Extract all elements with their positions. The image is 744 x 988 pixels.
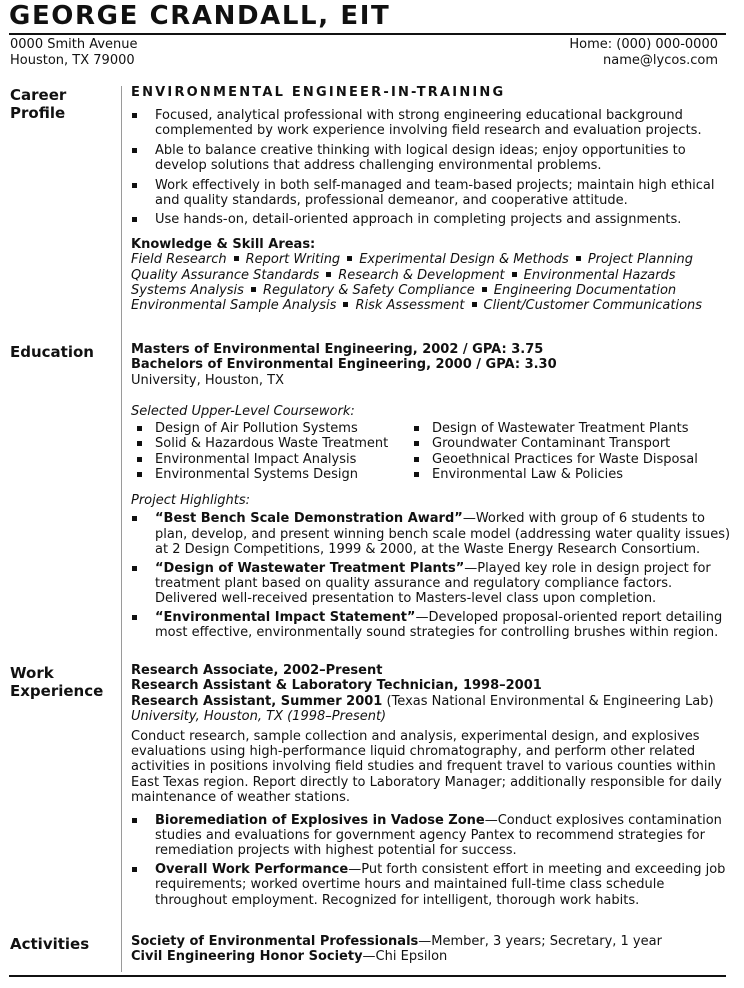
phone: Home: (000) 000-0000 [569, 37, 718, 52]
section-label-career-profile [10, 86, 66, 122]
bullet-square [137, 457, 142, 462]
activity-detail: —Member, 3 years; Secretary, 1 year [418, 934, 662, 949]
degree-2: Bachelors of Environmental Engineering, 2000 / GPA: 3.30 [131, 357, 557, 373]
skills-row [131, 252, 716, 267]
text-line: treatment plant based on quality assurance and regulatory compliance factors. [155, 576, 673, 592]
summary-line: activities in positions involving field studies and frequent travel to various counties within [131, 759, 716, 775]
separator-square [482, 287, 487, 292]
project-title: “Best Bench Scale Demonstration Award” [155, 511, 463, 527]
work-content [131, 663, 726, 908]
career-profile-content [131, 85, 716, 314]
project-item [131, 511, 731, 558]
profile-bullet [131, 108, 716, 139]
activity-item [131, 949, 716, 964]
skill-item: Client/Customer Communications [483, 298, 703, 314]
coursework-col-right [408, 421, 698, 483]
skills-row [131, 283, 716, 298]
section-label-work-experience [10, 664, 103, 700]
text-line: plan, develop, and present winning bench scale model (addressing water quality issues) [155, 526, 731, 542]
resume-name: GEORGE CRANDALL, EIT [9, 1, 391, 31]
text-line: Use hands-on, detail-oriented approach in completing projects and assignments. [155, 212, 682, 228]
skill-item: Research & Development [338, 267, 505, 283]
job-title-1: Research Associate, 2002–Present [131, 663, 383, 678]
job-title-3-note: (Texas National Environmental & Engineering Lab) [382, 693, 714, 709]
course-item: Environmental Impact Analysis [131, 452, 421, 467]
course-item: Design of Wastewater Treatment Plants [408, 421, 698, 436]
bullet-square [414, 426, 419, 431]
section-divider-line [121, 86, 122, 972]
text-line: Able to balance creative thinking with logical design ideas; enjoy opportunities to [155, 142, 686, 158]
text-line: and quality standards, professional demeanor, and cooperative attitude. [155, 193, 628, 209]
highlight-lead: —Put forth consistent effort in meeting and exceeding job [348, 861, 726, 877]
separator-square [576, 256, 581, 261]
skill-item: Project Planning [587, 252, 693, 268]
skill-item: Quality Assurance Standards [131, 267, 320, 283]
skills-heading: Knowledge & Skill Areas: [131, 236, 316, 252]
text-line: studies and evaluations for government agency Pantex to recommend strategies for [155, 828, 705, 844]
highlight-title: Overall Work Performance [155, 861, 349, 877]
bullet-square [132, 615, 137, 620]
summary-line: evaluations using high-performance liquid chromatography, and perform other related [131, 744, 696, 760]
bullet-square [414, 441, 419, 446]
skill-item: Engineering Documentation [493, 283, 677, 299]
text-line: complemented by work experience involving field research and evaluation projects. [155, 123, 702, 139]
bullet-square [132, 566, 137, 571]
education-content [131, 342, 716, 388]
course-item: Groundwater Contaminant Transport [408, 436, 698, 451]
project-item [131, 561, 716, 607]
contact-block [569, 37, 718, 69]
label-line: Career [10, 86, 67, 104]
highlight-lead: —Conduct explosives contamination [484, 812, 722, 828]
course-item: Geoethnical Practices for Waste Disposal [408, 452, 698, 467]
degree-1: Masters of Environmental Engineering, 2002 / GPA: 3.75 [131, 342, 544, 357]
coursework-col-left [131, 421, 421, 483]
bullet-square [132, 818, 137, 823]
address-line-2: Houston, TX 79000 [10, 53, 135, 68]
skills-row [131, 268, 716, 283]
text-line: Work effectively in both self-managed and team-based projects; maintain high ethical [155, 177, 715, 193]
summary-line: Conduct research, sample collection and analysis, experimental design, and explosives [131, 728, 700, 744]
header-rule [9, 33, 726, 35]
bullet-square [414, 472, 419, 477]
text-line: remediation projects with highest potential for success. [155, 843, 517, 859]
bullet-square [132, 183, 137, 188]
summary-line: maintenance of weather stations. [131, 790, 351, 806]
text-line: most effective, environmentally sound strategies for controlling brushes within region. [155, 625, 719, 641]
skill-item: Systems Analysis [131, 283, 244, 299]
skill-item: Risk Assessment [355, 298, 465, 314]
project-title: “Design of Wastewater Treatment Plants” [155, 560, 465, 576]
separator-square [472, 302, 477, 307]
skills-row [131, 298, 716, 313]
highlight-title: Bioremediation of Explosives in Vadose Zone [155, 812, 485, 828]
job-org: University, Houston, TX (1998–Present) [131, 709, 387, 725]
separator-square [512, 272, 517, 277]
section-label-education: Education [10, 343, 94, 361]
label-line: Work [10, 664, 54, 682]
label-line: Profile [10, 104, 66, 122]
bullet-square [137, 472, 142, 477]
profile-bullet [131, 212, 716, 227]
activity-org: Civil Engineering Honor Society [131, 949, 363, 965]
bullet-square [132, 217, 137, 222]
coursework [131, 404, 716, 419]
bullet-square [132, 867, 137, 872]
skill-item: Environmental Hazards [523, 267, 676, 283]
school: University, Houston, TX [131, 372, 284, 388]
bullet-square [414, 457, 419, 462]
profile-banner: ENVIRONMENTAL ENGINEER-IN-TRAINING [131, 85, 506, 100]
text-line: requirements; worked overtime hours and maintained full-time class schedule [155, 877, 665, 893]
label-line: Experience [10, 682, 104, 700]
course-item: Environmental Law & Policies [408, 467, 698, 482]
skill-item: Report Writing [245, 252, 341, 268]
separator-square [326, 272, 331, 277]
address-line-1: 0000 Smith Avenue [10, 37, 138, 52]
separator-square [343, 302, 348, 307]
skill-item: Environmental Sample Analysis [131, 298, 337, 314]
address-block [10, 37, 138, 69]
bullet-square [132, 113, 137, 118]
separator-square [251, 287, 256, 292]
email: name@lycos.com [603, 53, 718, 68]
project-title: “Environmental Impact Statement” [155, 609, 416, 625]
project-lead: —Worked with group of 6 students to [462, 511, 705, 527]
work-highlight [131, 812, 722, 859]
text-line: develop solutions that address challenging environmental problems. [155, 158, 602, 174]
project-lead: —Developed proposal-oriented report detailing [415, 609, 723, 625]
activity-detail: —Chi Epsilon [362, 949, 448, 965]
bullet-square [137, 441, 142, 446]
projects-heading: Project Highlights: [131, 493, 250, 508]
section-label-activities: Activities [10, 935, 90, 953]
text-line: throughout employment. Recognized for intelligent, thorough work habits. [155, 892, 640, 908]
profile-bullet [131, 178, 716, 209]
project-lead: —Played key role in design project for [464, 560, 711, 576]
project-highlights [131, 493, 731, 641]
course-item: Solid & Hazardous Waste Treatment [131, 436, 421, 451]
text-line: Delivered well-received presentation to Masters-level class upon completion. [155, 591, 657, 607]
work-highlight [131, 861, 726, 908]
bullet-square [132, 148, 137, 153]
activity-item [131, 934, 716, 949]
separator-square [347, 256, 352, 261]
text-line: at 2 Design Competitions, 1999 & 2000, at the Waste Energy Research Consortium. [155, 542, 701, 558]
project-item [131, 609, 723, 641]
job-title-2: Research Assistant & Laboratory Technician, 1998–2001 [131, 678, 542, 694]
skill-item: Experimental Design & Methods [359, 252, 569, 268]
job-title-3: Research Assistant, Summer 2001 [131, 693, 383, 709]
skill-item: Regulatory & Safety Compliance [262, 283, 475, 299]
coursework-heading: Selected Upper-Level Coursework: [131, 404, 355, 419]
summary-line: East Texas region. Report directly to Laboratory Manager; additionally responsible for daily [131, 774, 722, 790]
skill-item: Field Research [131, 252, 227, 268]
bullet-square [137, 426, 142, 431]
course-item: Environmental Systems Design [131, 467, 421, 482]
bullet-square [132, 516, 137, 521]
text-line: Focused, analytical professional with strong engineering educational background [155, 108, 683, 123]
profile-bullet [131, 143, 716, 174]
course-item: Design of Air Pollution Systems [131, 421, 421, 436]
activities-content [131, 934, 716, 965]
activity-org: Society of Environmental Professionals [131, 934, 419, 949]
footer-rule [9, 975, 726, 977]
separator-square [234, 256, 239, 261]
